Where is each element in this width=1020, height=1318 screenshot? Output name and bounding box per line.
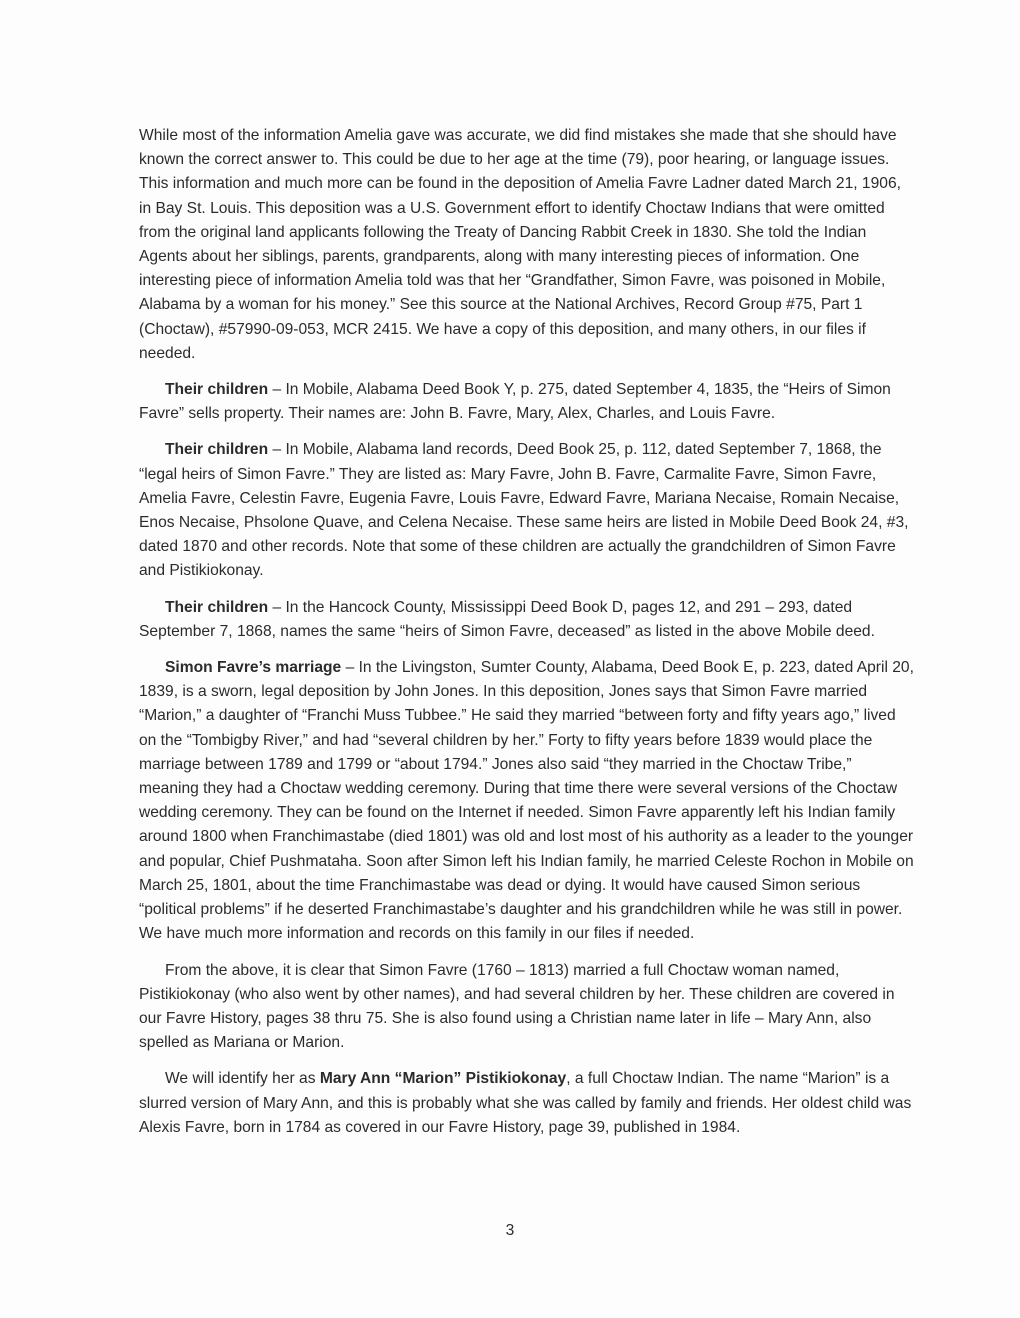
paragraph-text: We will identify her as — [165, 1070, 320, 1088]
paragraph-lead: Simon Favre’s marriage — [165, 659, 342, 677]
paragraph-heirs-1868 — [139, 438, 915, 583]
paragraph-text: – In the Hancock County, Mississippi Deed Book D, pages 12, and 291 – 293, dated September 7, 1868, names the same “heirs of Simon Favre, deceased” as listed in the above Mobile deed. — [139, 598, 875, 640]
paragraph-lead: Their children — [165, 598, 269, 616]
document-body — [139, 124, 915, 1152]
paragraph-text: , a full Choctaw Indian. The name “Marion” is a slurred version of Mary Ann, and this is probably what she was called by family and friends. Her oldest child was Alexis Favre, born in 1784 as covered in our Favre History, page 39, published in 1984. — [139, 1070, 912, 1136]
paragraph-lead: Their children — [165, 381, 269, 399]
paragraph-text: – In Mobile, Alabama land records, Deed Book 25, p. 112, dated September 7, 1868, the “legal heirs of Simon Favre.” They are listed as: Mary Favre, John B. Favre, Carmalite Favre, Simon Favre, Amelia Favre, Celestin Favre, Eugenia Favre, Louis Favre, Edward Favre, Mariana Necaise, Romain Necaise, Enos Necaise, Phsolone Quave, and Celena Necaise. These same heirs are listed in Mobile Deed Book 24, #3, dated 1870 and other records. Note that some of these children are actually the grandchildren of Simon Favre and Pistikiokonay. — [139, 441, 909, 580]
paragraph-identification — [139, 1067, 915, 1140]
paragraph-text: – In Mobile, Alabama Deed Book Y, p. 275, dated September 4, 1835, the “Heirs of Simon Favre” sells property. Their names are: John B. Favre, Mary, Alex, Charles, and Louis Favre. — [139, 381, 891, 423]
paragraph-hancock-deed — [139, 596, 915, 644]
page-number: 3 — [505, 1222, 515, 1239]
paragraph-marriage — [139, 656, 915, 946]
paragraph-lead: Their children — [165, 441, 269, 459]
paragraph-text: – In the Livingston, Sumter County, Alabama, Deed Book E, p. 223, dated April 20, 1839, is a sworn, legal deposition by John Jones. In this deposition, Jones says that Simon Favre married “Marion,” a daughter of “Franchi Muss Tubbee.” He said they married “between forty and fifty years ago,” lived on the “Tombigby River,” and had “several children by her.” Forty to fifty years before 1839 would place the marriage between 1789 and 1799 or “about 1794.” Jones also said “they married in the Choctaw Tribe,” meaning they had a Choctaw wedding ceremony. During that time there were several versions of the Choctaw wedding ceremony. They can be found on the Internet if needed. Simon Favre apparently left his Indian family around 1800 when Franchimastabe (died 1801) was old and lost most of his authority as a leader to the younger and popular, Chief Pushmataha. Soon after Simon left his Indian family, he married Celeste Rochon in Mobile on March 25, 1801, about the time Franchimastabe was dead or dying. It would have caused Simon serious “political problems” if he deserted Franchimastabe’s daughter and his grandchildren while he was still in power. We have much more information and records on this family in our files if needed. — [139, 659, 914, 943]
highlighted-name: Mary Ann “Marion” Pistikiokonay — [319, 1070, 567, 1088]
paragraph-deposition: While most of the information Amelia gave was accurate, we did find mistakes she made that she should have known the correct answer to. This could be due to her age at the time (79), poor hearing, or language issues. This information and much more can be found in the deposition of Amelia Favre Ladner dated March 21, 1906, in Bay St. Louis. This deposition was a U.S. Government effort to identify Choctaw Indians that were omitted from the original land applicants following the Treaty of Dancing Rabbit Creek in 1830. She told the Indian Agents about her siblings, parents, grandparents, along with many interesting pieces of information. One interesting piece of information Amelia told was that her “Grandfather, Simon Favre, was poisoned in Mobile, Alabama by a woman for his money.” See this source at the National Archives, Record Group #75, Part 1 (Choctaw), #57990-09-053, MCR 2415. We have a copy of this deposition, and many others, in our files if needed. — [139, 127, 901, 362]
paragraph-conclusion: From the above, it is clear that Simon Favre (1760 – 1813) married a full Choctaw woman named, Pistikiokonay (who also went by other names), and had several children by her. These children are covered in our Favre History, pages 38 thru 75. She is also found using a Christian name later in life – Mary Ann, also spelled as Mariana or Marion. — [139, 961, 895, 1052]
paragraph-heirs-1835 — [139, 378, 915, 426]
